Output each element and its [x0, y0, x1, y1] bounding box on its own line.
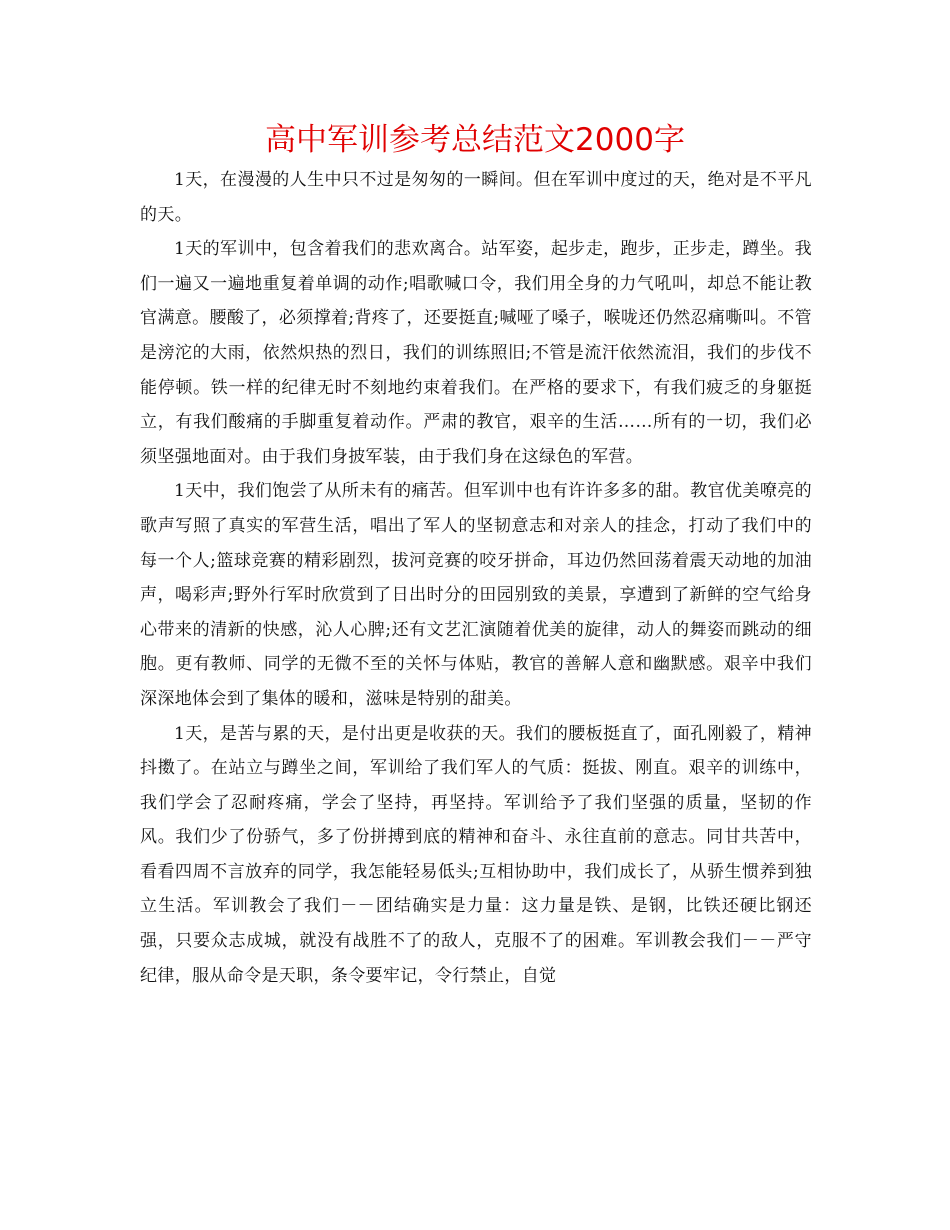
paragraph-2: 1天的军训中，包含着我们的悲欢离合。站军姿，起步走，跑步，正步走，蹲坐。我们一遍又一遍地重复着单调的动作;唱歌喊口令，我们用全身的力气吼叫，却总不能让教官满意。腰酸了，必须撑着;背疼了，还要挺直;喊哑了嗓子，喉咙还仍然忍痛嘶叫。不管是滂沱的大雨，依然炽热的烈日，我们的训练照旧;不管是流汗依然流泪，我们的步伐不能停顿。铁一样的纪律无时不刻地约束着我们。在严格的要求下，有我们疲乏的身躯挺立，有我们酸痛的手脚重复着动作。严肃的教官，艰辛的生活……所有的一切，我们必须坚强地面对。由于我们身披军装，由于我们身在这绿色的军营。 [140, 239, 812, 467]
document-body [140, 163, 812, 993]
paragraph-4: 1天，是苦与累的天，是付出更是收获的天。我们的腰板挺直了，面孔刚毅了，精神抖擞了。在站立与蹲坐之间，军训给了我们军人的气质：挺拔、刚直。艰辛的训练中，我们学会了忍耐疼痛，学会了坚持，再坚持。军训给予了我们坚强的质量，坚韧的作风。我们少了份骄气，多了份拼搏到底的精神和奋斗、永往直前的意志。同甘共苦中，看看四周不言放弃的同学，我怎能轻易低头;互相协助中，我们成长了，从骄生惯养到独立生活。军训教会了我们－－团结确实是力量：这力量是铁、是钢，比铁还硬比钢还强，只要众志成城，就没有战胜不了的敌人，克服不了的困难。军训教会我们－－严守纪律，服从命令是天职，条令要牢记，令行禁止，自觉 [140, 723, 812, 986]
document-title: 高中军训参考总结范文2000字 [265, 122, 685, 158]
paragraph-3: 1天中，我们饱尝了从所未有的痛苦。但军训中也有许许多多的甜。教官优美嘹亮的歌声写照了真实的军营生活，唱出了军人的坚韧意志和对亲人的挂念，打动了我们中的每一个人;篮球竞赛的精彩剧烈，拔河竞赛的咬牙拼命，耳边仍然回荡着震天动地的加油声，喝彩声;野外行军时欣赏到了日出时分的田园别致的美景，享遭到了新鲜的空气给身心带来的清新的快感，沁人心脾;还有文艺汇演随着优美的旋律，动人的舞姿而跳动的细胞。更有教师、同学的无微不至的关怀与体贴，教官的善解人意和幽默感。艰辛中我们深深地体会到了集体的暖和，滋味是特别的甜美。 [140, 481, 812, 709]
paragraph-1: 1天，在漫漫的人生中只不过是匆匆的一瞬间。但在军训中度过的天，绝对是不平凡的天。 [140, 170, 812, 225]
